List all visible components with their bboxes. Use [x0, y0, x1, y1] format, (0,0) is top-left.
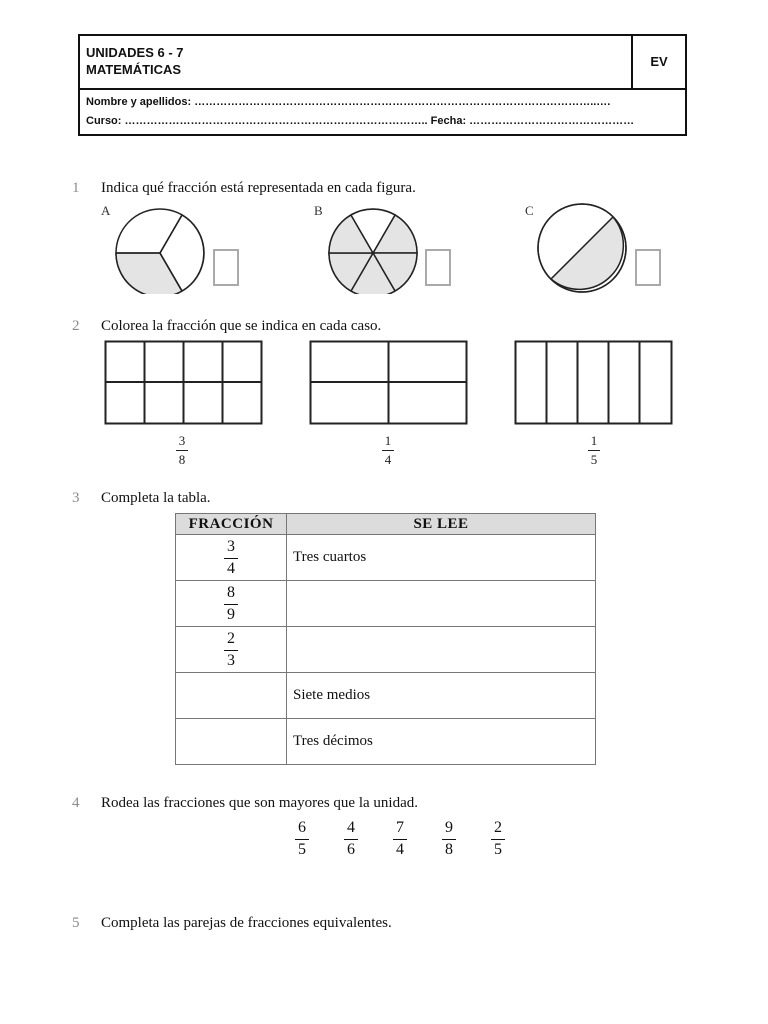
table-row [176, 627, 596, 673]
reading-cell[interactable]: Siete medios [287, 673, 596, 719]
selectable-fraction[interactable] [491, 819, 505, 859]
figure-label-a: A [101, 203, 111, 218]
fraction-cell[interactable] [176, 627, 287, 673]
name-field-line[interactable]: Nombre y apellidos: ………………………………………………………………………………………………..…. [86, 96, 611, 108]
rectangle-quarters[interactable] [309, 340, 469, 426]
figure-label-c: C [525, 203, 534, 218]
fraction-cell[interactable] [176, 673, 287, 719]
fraction-denominator: 6 [347, 841, 355, 858]
fraction-numerator: 3 [178, 433, 186, 448]
fraction-numerator: 1 [384, 433, 392, 448]
figure-label-b: B [314, 203, 323, 218]
fraction-numerator: 2 [227, 629, 235, 647]
fraction-cell[interactable] [176, 719, 287, 765]
table-header-row [176, 514, 596, 535]
fraction-numerator: 4 [347, 819, 355, 836]
fraction-numerator: 1 [590, 433, 598, 448]
fraction-bar [224, 604, 238, 605]
selectable-fraction[interactable] [295, 819, 309, 859]
answer-box-b[interactable] [425, 249, 451, 286]
fraction-numerator: 3 [227, 537, 235, 555]
fraction-bar [588, 450, 600, 451]
fraction-bar [491, 839, 505, 840]
header-box [78, 34, 687, 136]
reading-cell[interactable] [287, 627, 596, 673]
circle-figure-b [325, 208, 421, 294]
header-code: EV [631, 36, 685, 88]
fraction-denominator: 4 [396, 841, 404, 858]
fraction-bar [224, 650, 238, 651]
fraction-numerator: 2 [494, 819, 502, 836]
answer-box-c[interactable] [635, 249, 661, 286]
fraction-denominator: 8 [445, 841, 453, 858]
q3-text: Completa la tabla. [101, 490, 211, 506]
fraction-denominator: 5 [494, 841, 502, 858]
q1-number: 1 [72, 180, 80, 196]
reading-cell[interactable]: Tres cuartos [287, 535, 596, 581]
selectable-fraction[interactable] [442, 819, 456, 859]
fraction-denominator: 9 [227, 605, 235, 623]
fraction-numerator: 6 [298, 819, 306, 836]
header-title-subject: MATEMÁTICAS [86, 62, 182, 77]
column-header-fraction: FRACCIÓN [176, 514, 287, 535]
fraction-denominator: 5 [298, 841, 306, 858]
selectable-fraction[interactable] [344, 819, 358, 859]
fraction-numerator: 7 [396, 819, 404, 836]
fraction-denominator: 8 [178, 452, 186, 467]
rectangle-fifths[interactable] [514, 340, 674, 426]
header-title [86, 44, 184, 78]
fraction-bar [344, 839, 358, 840]
table-row [176, 719, 596, 765]
fraction-denominator: 3 [227, 651, 235, 669]
fraction-cell[interactable] [176, 535, 287, 581]
fraction-bar [176, 450, 188, 451]
fraction-cell[interactable] [176, 581, 287, 627]
fraction-reading-table [175, 513, 596, 765]
selectable-fraction[interactable] [393, 819, 407, 859]
circle-figure-c [536, 202, 630, 294]
reading-cell[interactable]: Tres décimos [287, 719, 596, 765]
course-date-field-line[interactable]: Curso: ……………………………………………………………………….. Fecha: ……………………………………… [86, 115, 635, 127]
circle-figure-a [112, 208, 208, 294]
fraction-denominator: 4 [384, 452, 392, 467]
table-row [176, 581, 596, 627]
answer-box-a[interactable] [213, 249, 239, 286]
column-header-reading: SE LEE [287, 514, 596, 535]
fraction [224, 538, 238, 578]
fraction-numerator: 8 [227, 583, 235, 601]
header-title-units: UNIDADES 6 - 7 [86, 45, 184, 60]
rectangle-eighths[interactable] [104, 340, 264, 426]
fraction-label-1-5 [584, 433, 604, 468]
fraction-numerator: 9 [445, 819, 453, 836]
q4-text: Rodea las fracciones que son mayores que la unidad. [101, 795, 418, 811]
fraction-label-3-8 [172, 433, 192, 468]
fraction-denominator: 4 [227, 559, 235, 577]
q5-number: 5 [72, 915, 80, 931]
fraction-bar [224, 558, 238, 559]
fraction-bar [442, 839, 456, 840]
table-row [176, 535, 596, 581]
fractions-to-circle [295, 819, 505, 859]
fraction-bar [382, 450, 394, 451]
q2-number: 2 [72, 318, 80, 334]
fraction [224, 630, 238, 670]
fraction-bar [295, 839, 309, 840]
q2-text: Colorea la fracción que se indica en cada caso. [101, 318, 382, 334]
q3-number: 3 [72, 490, 80, 506]
fraction-label-1-4 [378, 433, 398, 468]
fraction [224, 584, 238, 624]
table-row [176, 673, 596, 719]
fraction-bar [393, 839, 407, 840]
q4-number: 4 [72, 795, 80, 811]
reading-cell[interactable] [287, 581, 596, 627]
header-top-row [80, 36, 685, 90]
q5-text: Completa las parejas de fracciones equivalentes. [101, 915, 392, 931]
q1-text: Indica qué fracción está representada en cada figura. [101, 180, 416, 196]
fraction-denominator: 5 [590, 452, 598, 467]
